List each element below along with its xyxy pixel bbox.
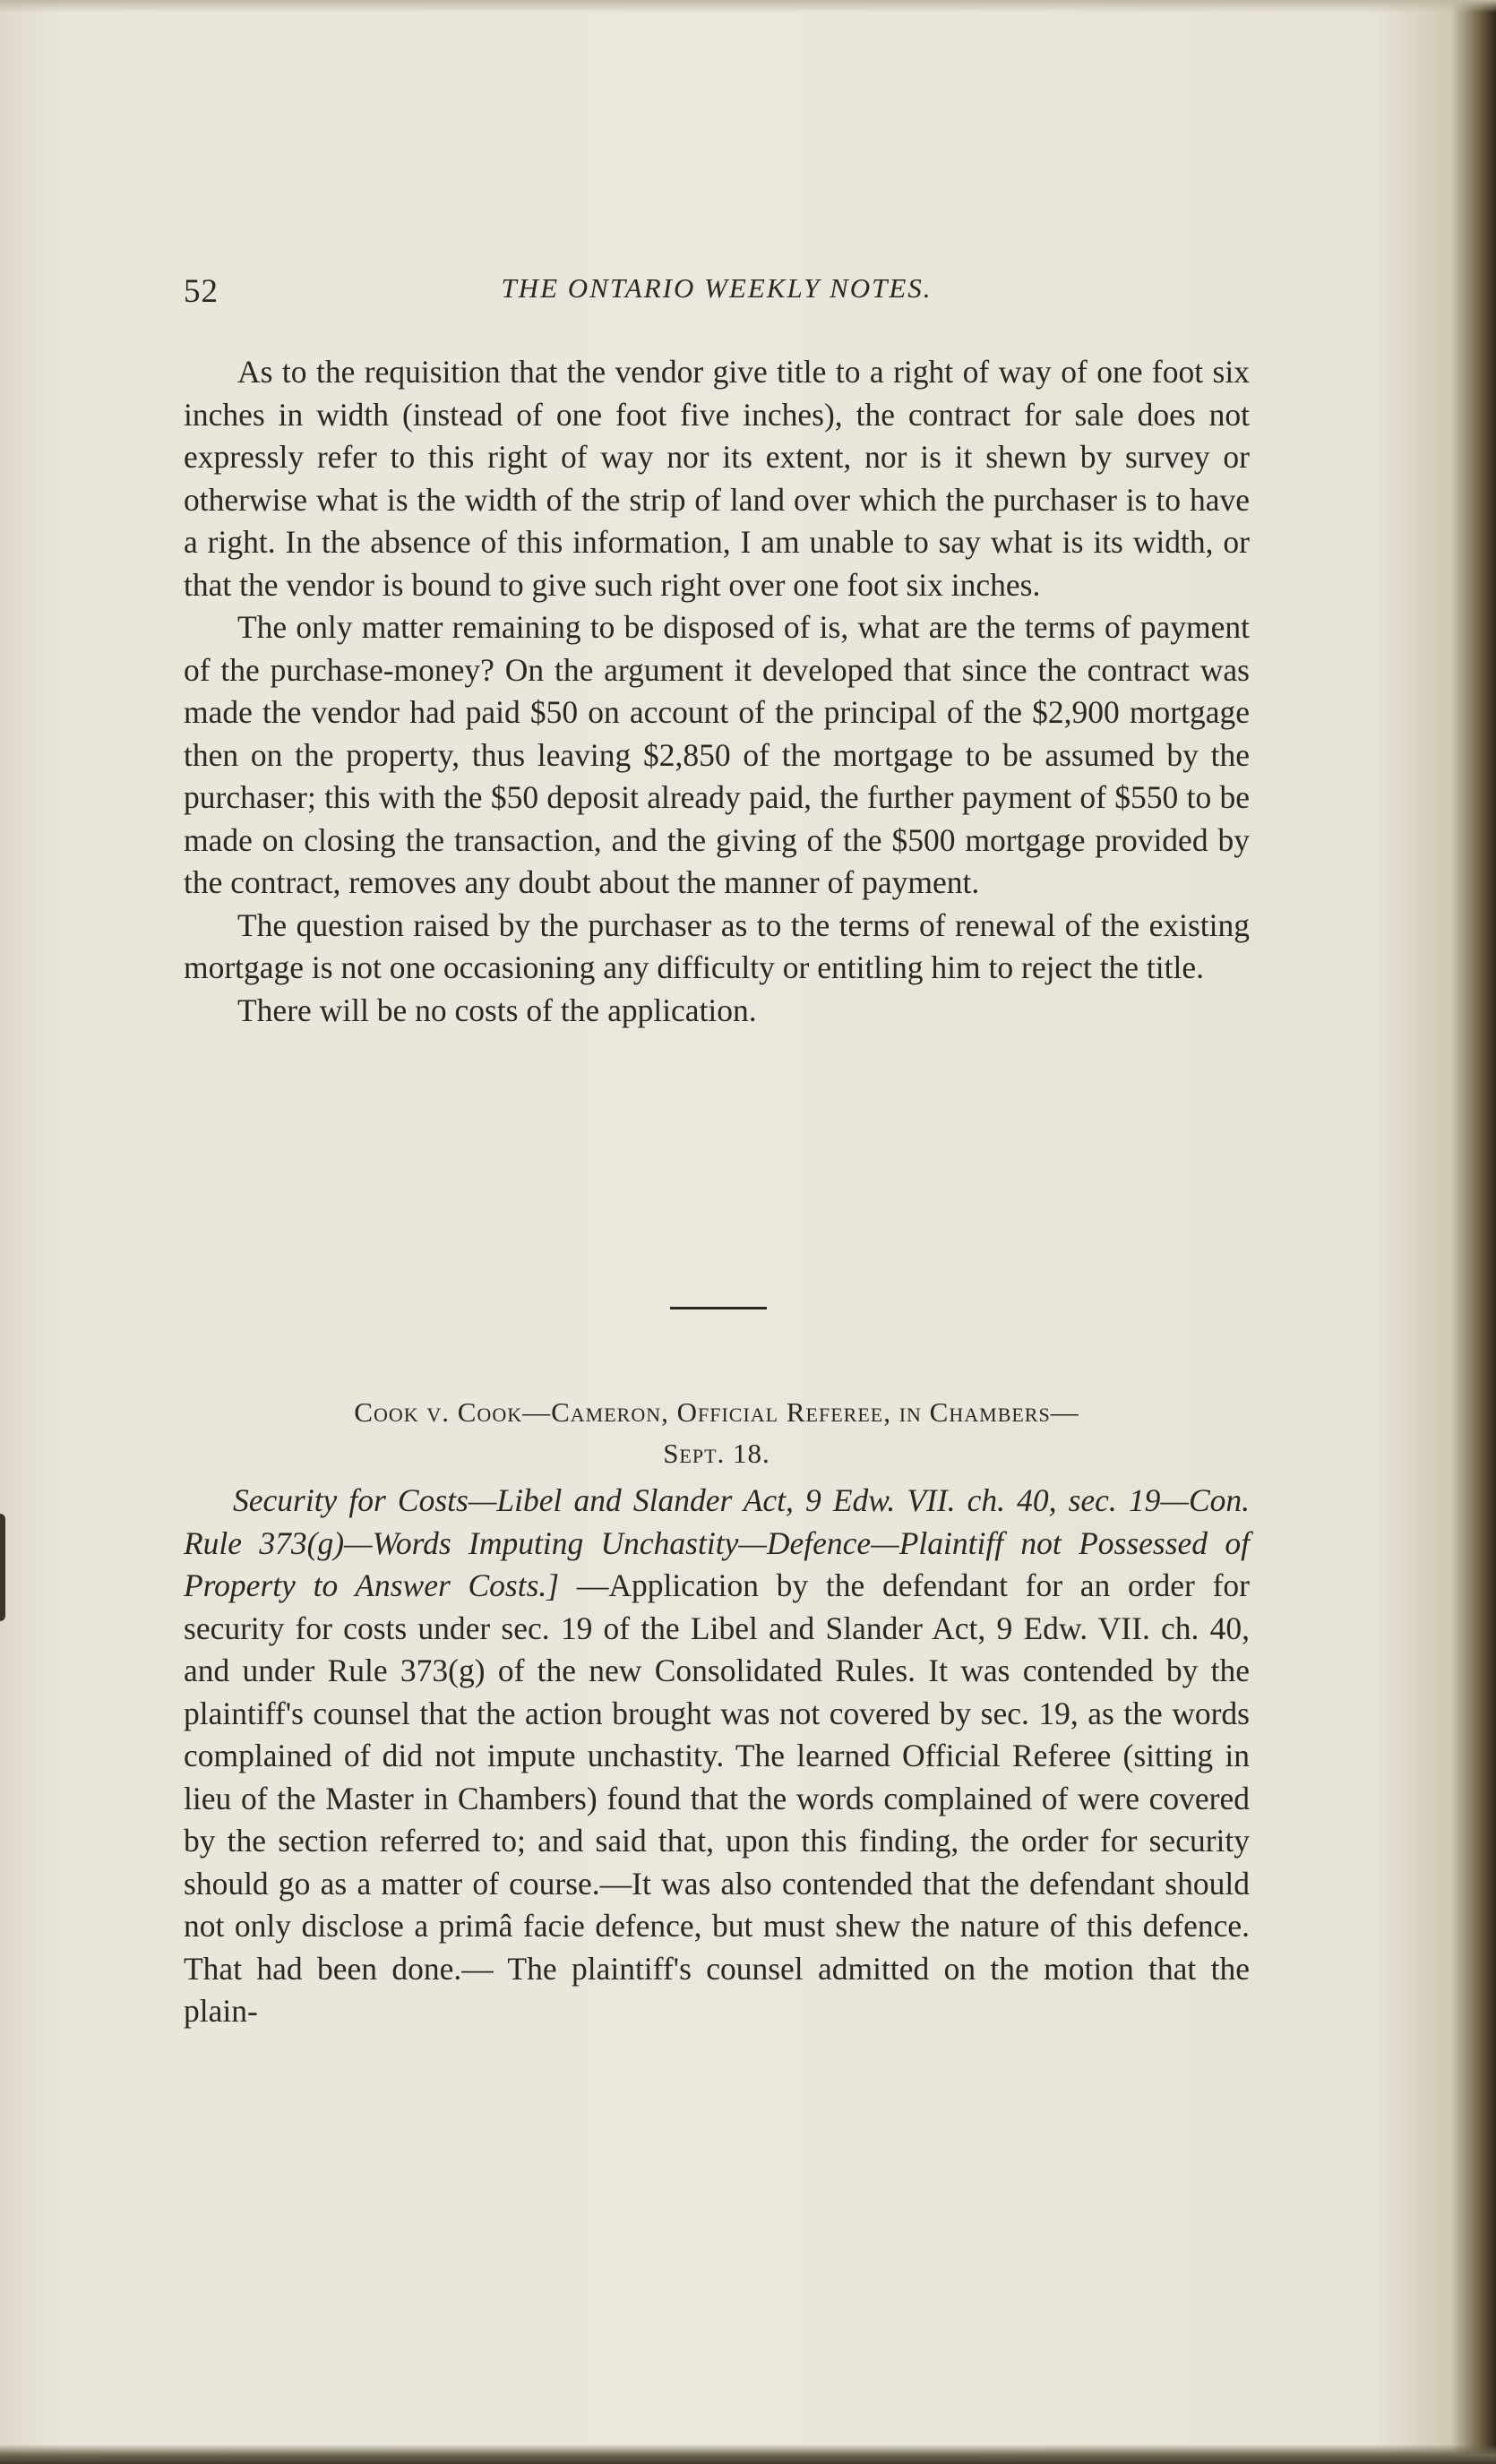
- case-heading: [184, 1392, 1250, 1474]
- top-page-shadow: [0, 0, 1496, 13]
- section-divider: [670, 1307, 767, 1309]
- page-header: [184, 272, 1250, 312]
- section-1-text: [184, 351, 1250, 1032]
- bottom-page-edge: [0, 2444, 1496, 2464]
- page-number: 52: [184, 273, 219, 310]
- case-report-text: [184, 1480, 1250, 2033]
- running-head: THE ONTARIO WEEKLY NOTES.: [501, 272, 933, 304]
- paragraph-no-costs: There will be no costs of the application.: [237, 992, 757, 1028]
- case-heading-date: Sept. 18.: [663, 1438, 770, 1469]
- case-body: —Application by the defendant for an order for security for costs under sec. 19 of the Libel and Slander Act, 9 Edw. VII. ch. 40, and under Rule 373(g) of the new Consolidated Rules. It was contended by the plaintiff's counsel that the action brought was not covered by sec. 19, as the words complained of did not impute unchastity. The learned Official Referee (sitting in lieu of the Master in Chambers) found that the words complained of were covered by the section referred to; and said that, upon this finding, the order for security should go as a matter of course.—It was also contended that the defendant should not only disclose a primâ facie defence, but must shew the nature of this defence. That had been done.— The plaintiff's counsel admitted on the motion that the plain-: [184, 1567, 1250, 2029]
- paragraph-renewal-question: The question raised by the purchaser as to the terms of renewal of the existing mortgage is not one occasioning any difficulty or entitling him to reject the title.: [184, 906, 1250, 985]
- paragraph-right-of-way: As to the requisition that the vendor give title to a right of way of one foot six inches in width (instead of one foot five inches), the contract for sale does not expressly refer to this right of way nor its extent, nor is it shewn by survey or otherwise what is the width of the strip of land over which the purchaser is to have a right. In the absence of this information, I am unable to say what is its width, or that the vendor is bound to give such right over one foot six inches.: [184, 354, 1250, 603]
- case-heading-line-1: Cook v. Cook—Cameron, Official Referee, in Chambers—: [354, 1396, 1079, 1428]
- case-headnote: Security for Costs—Libel and Slander Act, 9 Edw. VII. ch. 40, sec. 19—Con. Rule 373(g)—Words Imputing Unchastity—Defence—Plaintiff not Possessed of Property to Answer Costs.]: [184, 1482, 1250, 1603]
- binding-mark: [0, 1514, 5, 1621]
- paragraph-terms-of-payment: The only matter remaining to be disposed of is, what are the terms of payment of the purchase-money? On the argument it developed that since the contract was made the vendor had paid $50 on account of the principal of the $2,900 mortgage then on the property, thus leaving $2,850 of the mortgage to be assumed by the purchaser; this with the $50 deposit already paid, the further payment of $550 to be made on closing the transaction, and the giving of the $500 mortgage provided by the contract, removes any doubt about the manner of payment.: [184, 609, 1250, 900]
- case-report-paragraph: [184, 1480, 1250, 2033]
